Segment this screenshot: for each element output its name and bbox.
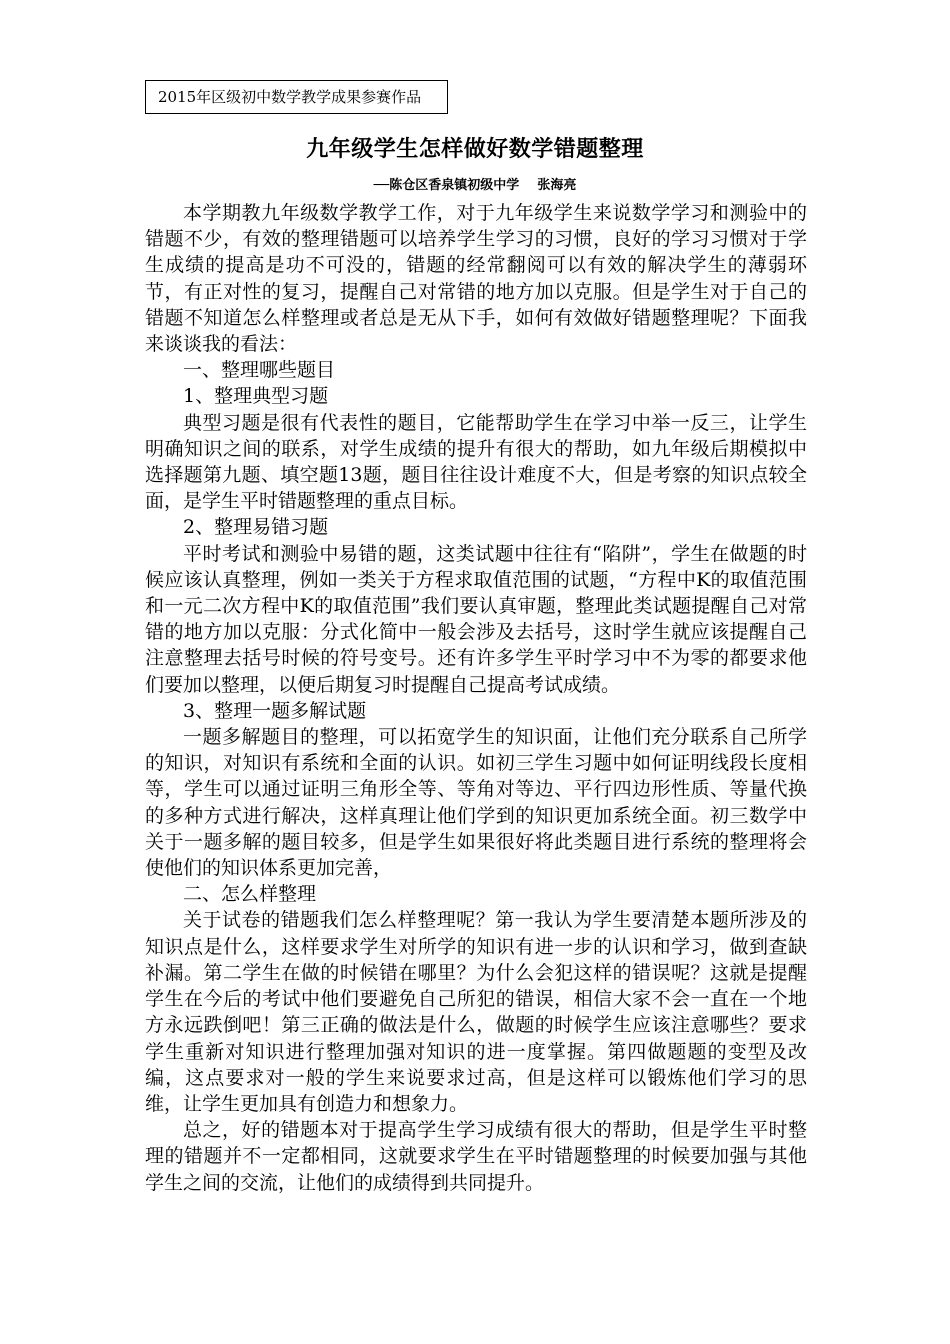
subsection-heading-2: 2、整理易错习题 bbox=[183, 516, 329, 539]
paragraph-error-prone-problems: 平时考试和测验中易错的题，这类试题中往往有“陷阱”，学生在做题的时候应该认真整理，例如一类关于方程求取值范围的试题，“方程中K的取值范围和一元二次方程中K的取值范围”我们要认真审题，整理此类试题提醒自己对常错的地方加以克服：分式化简中一般会涉及去括号，这时学生就应该提醒自己注意整理去括号时候的符号变号。还有许多学生平时学习中不为零的都要求他们要加以整理，以便后期复习时提醒自己提高考试成绩。 bbox=[145, 542, 807, 696]
subsection-heading-3: 3、整理一题多解试题 bbox=[183, 699, 367, 722]
subsection-heading-1: 1、整理典型习题 bbox=[183, 385, 329, 408]
section-heading-2: 二、怎么样整理 bbox=[183, 883, 317, 906]
paragraph-multi-solution-problems: 一题多解题目的整理，可以拓宽学生的知识面，让他们充分联系自己所学的知识，对知识有系统和全面的认识。如初三学生习题中如何证明线段长度相等，学生可以通过证明三角形全等、等角对等边、平行四边形性质、等量代换的多种方式进行解决，这样真理让他们学到的知识更加系统全面。初三数学中关于一题多解的题目较多，但是学生如果很好将此类题目进行系统的整理将会使他们的知识体系更加完善， bbox=[145, 726, 807, 880]
paragraph-typical-problems: 典型习题是很有代表性的题目，它能帮助学生在学习中举一反三，让学生明确知识之间的联系，对学生成绩的提升有很大的帮助，如九年级后期模拟中选择题第九题、填空题13题，题目往往设计难度不大，但是考察的知识点较全面，是学生平时错题整理的重点目标。 bbox=[145, 411, 807, 513]
contest-label-box: 2015年区级初中数学教学成果参赛作品 bbox=[145, 80, 448, 114]
document-body bbox=[145, 200, 807, 1196]
paragraph-intro: 本学期教九年级数学教学工作，对于九年级学生来说数学学习和测验中的错题不少，有效的整理错题可以培养学生学习的习惯，良好的学习习惯对于学生成绩的提高是功不可没的，错题的经常翻阅可以有效的解决学生的薄弱环节，有正对性的复习，提醒自己对常错的地方加以克服。但是学生对于自己的错题不知道怎么样整理或者总是无从下手，如何有效做好错题整理呢？下面我来谈谈我的看法： bbox=[145, 202, 807, 356]
document-title: 九年级学生怎样做好数学错题整理 bbox=[306, 137, 644, 162]
paragraph-conclusion: 总之，好的错题本对于提高学生学习成绩有很大的帮助，但是学生平时整理的错题并不一定都相同，这就要求学生在平时错题整理的时候要加强与其他学生之间的交流，让他们的成绩得到共同提升。 bbox=[145, 1119, 807, 1194]
paragraph-how-to-organize: 关于试卷的错题我们怎么样整理呢？第一我认为学生要清楚本题所涉及的知识点是什么，这样要求学生对所学的知识有进一步的认识和学习，做到查缺补漏。第二学生在做的时候错在哪里？为什么会犯这样的错误呢？这就是提醒学生在今后的考试中他们要避免自己所犯的错误，相信大家不会一直在一个地方永远跌倒吧！第三正确的做法是什么，做题的时候学生应该注意哪些？要求学生重新对知识进行整理加强对知识的进一度掌握。第四做题题的变型及改编，这点要求对一般的学生来说要求过高，但是这样可以锻炼他们学习的思维，让学生更加具有创造力和想象力。 bbox=[145, 909, 807, 1115]
section-heading-1: 一、整理哪些题目 bbox=[183, 359, 336, 382]
author-byline: ──陈仓区香泉镇初级中学 张海亮 bbox=[373, 178, 577, 193]
